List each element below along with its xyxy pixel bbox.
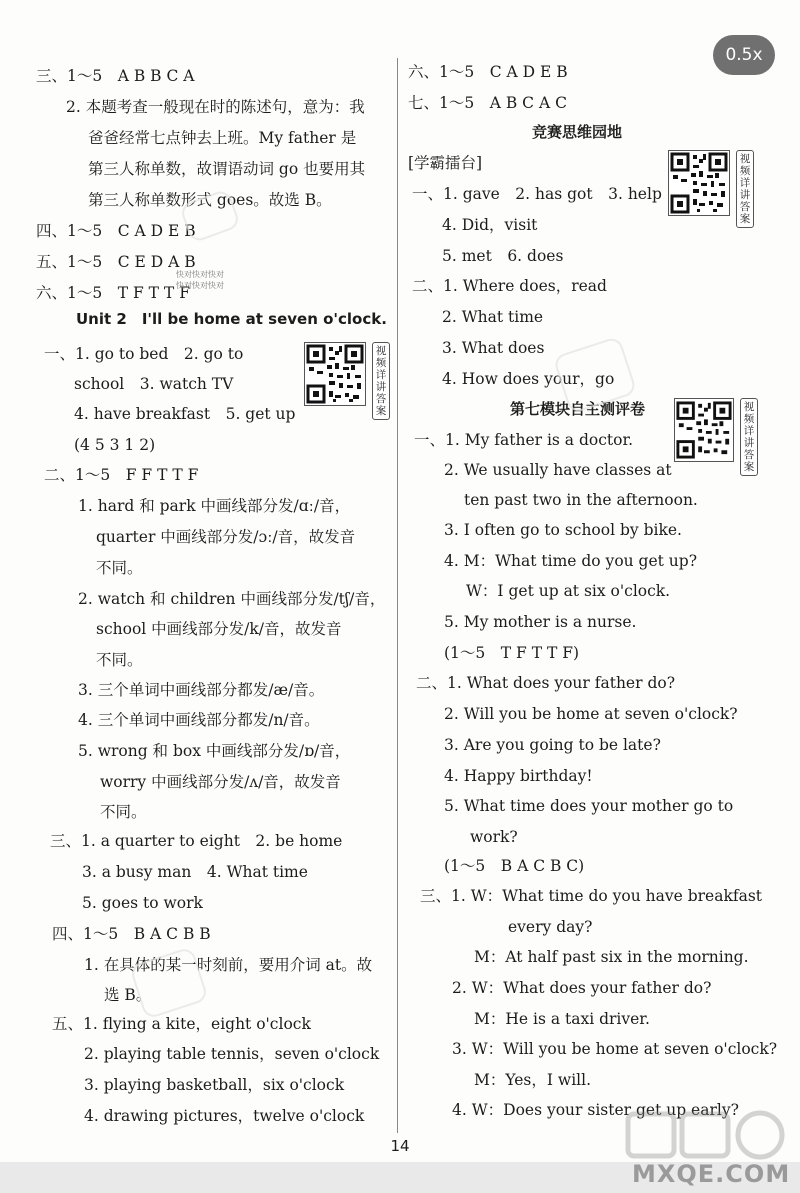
left-line: school 中画线部分发/k/音，故发音 <box>96 620 342 638</box>
right-line: 3. What does <box>442 339 545 357</box>
right-line: 4. Did，visit <box>442 216 538 234</box>
left-line: 二、1～5 F F T T F <box>44 466 199 484</box>
left-line: 5. goes to work <box>82 894 203 912</box>
qr-code-icon <box>668 150 730 216</box>
left-line: 2. 本题考查一般现在时的陈述句，意为：我 <box>66 98 365 116</box>
left-line: 3. a busy man 4. What time <box>82 863 308 881</box>
left-line: 第三人称单数，故谓语动词 go 也要用其 <box>88 160 366 178</box>
right-line: 3. Are you going to be late? <box>444 736 661 754</box>
left-line: 三、1. a quarter to eight 2. be home <box>50 832 343 850</box>
zoom-level-badge[interactable]: 0.5x <box>713 35 775 75</box>
left-line: 4. drawing pictures，twelve o'clock <box>84 1107 365 1125</box>
left-line: 四、1～5 B A C B B <box>52 925 211 943</box>
left-line: 4. 三个单词中画线部分都发/n/音。 <box>78 711 320 729</box>
right-line: 5. My mother is a nurse. <box>444 613 637 631</box>
left-line: 四、1～5 C A D E B <box>36 222 196 240</box>
right-line: 5. met 6. does <box>442 247 564 265</box>
right-line: 2. Will you be home at seven o'clock? <box>444 705 738 723</box>
left-line: worry 中画线部分发/ʌ/音，故发音 <box>100 773 341 791</box>
qr-label: 视频详讲答案 <box>736 150 754 228</box>
right-line: W：I get up at six o'clock. <box>466 582 671 600</box>
right-line: 5. What time does your mother go to <box>444 797 734 815</box>
right-line: M：He is a taxi driver. <box>474 1010 650 1028</box>
right-line: 4. How does your，go <box>442 370 615 388</box>
right-line: 3. I often go to school by bike. <box>444 521 682 539</box>
left-line: 爸爸经常七点钟去上班。My father 是 <box>88 129 357 147</box>
right-line: 4. Happy birthday! <box>444 767 593 785</box>
right-line: 2. We usually have classes at <box>444 461 672 479</box>
right-line: 二、1. What does your father do? <box>416 674 676 692</box>
page-number: 14 <box>390 1137 410 1155</box>
stamp-text: 快对快对快对 <box>176 270 224 279</box>
left-line: 不同。 <box>96 651 143 669</box>
left-line: quarter 中画线部分发/ɔː/音，故发音 <box>96 528 356 546</box>
left-line: 五、1. flying a kite，eight o'clock <box>52 1015 311 1033</box>
right-line: 2. What time <box>442 308 544 326</box>
left-line: 1. hard 和 park 中画线部分发/ɑː/音， <box>78 497 351 515</box>
right-line: 4. W：Does your sister get up early? <box>452 1101 739 1119</box>
left-line: 2. watch 和 children 中画线部分发/tʃ/音， <box>78 590 386 608</box>
right-line: 七、1～5 A B C A C <box>408 94 567 112</box>
right-line: [学霸擂台] <box>408 154 483 172</box>
left-line: 选 B。 <box>104 986 152 1004</box>
right-line: 三、1. W：What time do you have breakfast <box>420 887 762 905</box>
qr-label: 视频详讲答案 <box>740 398 758 476</box>
right-line: (1～5 B A C B C) <box>444 857 585 875</box>
right-line: 4. M：What time do you get up? <box>444 552 698 570</box>
left-line: 六、1～5 T F T T F <box>36 284 190 302</box>
left-line: 3. playing basketball，six o'clock <box>84 1076 345 1094</box>
qr-label: 视频详讲答案 <box>372 342 390 420</box>
qr-code-icon <box>674 398 734 462</box>
column-divider <box>397 58 398 1133</box>
right-line: 六、1～5 C A D E B <box>408 63 568 81</box>
left-line: 3. 三个单词中画线部分都发/æ/音。 <box>78 681 325 699</box>
right-line: M：At half past six in the morning. <box>474 948 749 966</box>
right-line: work? <box>470 828 518 846</box>
left-line: 2. playing table tennis，seven o'clock <box>84 1045 380 1063</box>
left-line: (4 5 3 1 2) <box>74 436 156 454</box>
left-line: 4. have breakfast 5. get up <box>74 405 296 423</box>
left-line: 不同。 <box>100 803 147 821</box>
right-line: 二、1. Where does，read <box>412 277 607 295</box>
left-line: 第三人称单数形式 goes。故选 B。 <box>88 191 332 209</box>
left-line: 5. wrong 和 box 中画线部分发/ɒ/音， <box>78 742 351 760</box>
right-line: 一、1. gave 2. has got 3. help <box>412 185 662 203</box>
unit-title: Unit 2 I'll be home at seven o'clock. <box>76 310 387 328</box>
right-line: (1～5 T F T T F) <box>444 644 580 662</box>
right-line: M：Yes，I will. <box>474 1071 591 1089</box>
left-line: 1. 在具体的某一时刻前，要用介词 at。故 <box>84 956 373 974</box>
qr-code-icon <box>304 342 366 406</box>
left-line: 不同。 <box>96 559 143 577</box>
right-line: 一、1. My father is a doctor. <box>414 431 634 449</box>
left-line: 一、1. go to bed 2. go to <box>44 345 244 363</box>
right-line: ten past two in the afternoon. <box>464 491 698 509</box>
right-line: every day? <box>508 918 593 936</box>
stamp-text: 快对快对快对 <box>176 281 224 290</box>
left-line: school 3. watch TV <box>74 375 234 393</box>
right-line: 2. W：What does your father do? <box>452 979 712 997</box>
right-line: 3. W：Will you be home at seven o'clock? <box>452 1040 778 1058</box>
section-title: 第七模块自主测评卷 <box>510 400 646 418</box>
site-watermark: MXQE.COM <box>632 1160 791 1188</box>
section-title: 竞赛思维园地 <box>532 123 623 141</box>
left-line: 三、1～5 A B B C A <box>36 67 195 85</box>
left-line: 五、1～5 C E D A B <box>36 253 196 271</box>
